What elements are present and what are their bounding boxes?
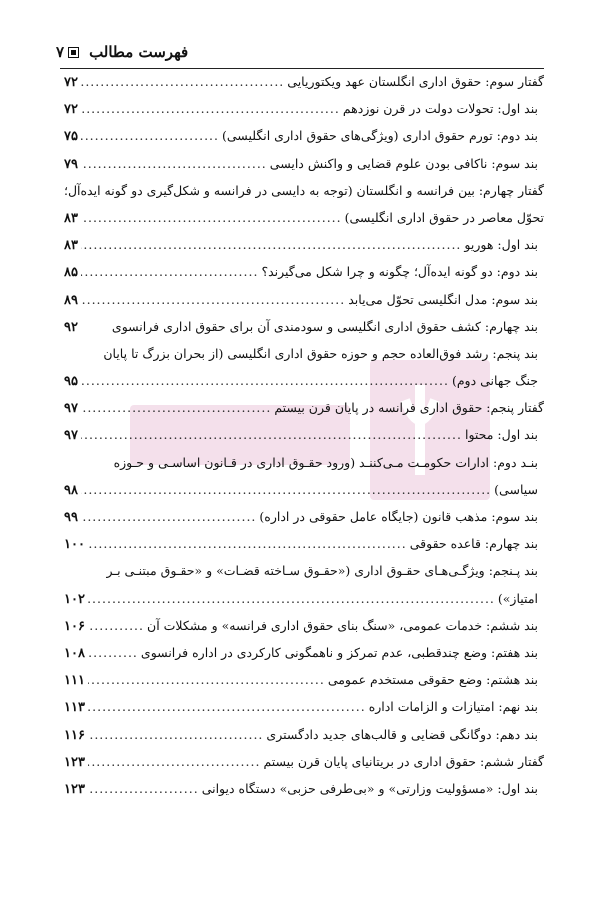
toc-entry[interactable] — [64, 319, 544, 346]
toc-entry[interactable] — [64, 264, 544, 291]
table-of-contents — [64, 74, 544, 808]
toc-entry-label: بند سوم: ناکافی بودن علوم قضایی و واکنش دایسی — [269, 155, 538, 171]
toc-entry[interactable] — [64, 292, 544, 319]
toc-page-number: ۱۲۳ — [64, 754, 85, 770]
toc-entry-label: بند پـنجم: ویژگـی‌هـای حقـوق اداری («حقـوق سـاخته قضـات» و «حقـوق مبتنـی بـر — [106, 563, 538, 579]
toc-entry[interactable] — [64, 400, 544, 427]
toc-leader-dots — [81, 128, 219, 143]
toc-entry[interactable] — [64, 455, 544, 482]
toc-leader-dots — [88, 536, 407, 551]
toc-entry-label: امتیاز») — [497, 590, 538, 606]
toc-entry[interactable] — [64, 645, 544, 672]
toc-entry[interactable] — [64, 699, 544, 726]
toc-leader-dots — [88, 591, 495, 606]
toc-entry-label: سیاسی) — [494, 481, 538, 497]
toc-page-number: ۱۰۸ — [64, 645, 85, 661]
square-bullet-icon — [68, 47, 79, 58]
toc-entry-label: بند دهم: دوگانگی قضایی و قالب‌های جدید دادگستری — [266, 726, 538, 742]
toc-page-number: ۱۰۰ — [64, 537, 85, 553]
toc-entry-label: بند هفتم: وضع چندقطبی، عدم تمرکز و ناهمگونی کارکردی در اداره فرانسوی — [140, 644, 538, 660]
page-header — [56, 40, 544, 64]
toc-leader-dots — [88, 699, 366, 714]
toc-entry[interactable] — [64, 754, 544, 781]
toc-entry[interactable] — [64, 509, 544, 536]
toc-page-number: ۹۷ — [64, 401, 78, 417]
toc-entry[interactable] — [64, 672, 544, 699]
toc-page-number: ۹۸ — [64, 482, 78, 498]
toc-entry-label: بند ششم: خدمات عمومی، «سنگ بنای حقوق اداری فرانسه» و مشکلات آن — [147, 617, 538, 633]
toc-leader-dots — [88, 672, 325, 687]
toc-entry[interactable] — [64, 781, 544, 808]
toc-entry-label: بنـد دوم: ادارات حکومـت مـی‌کننـد (ورود حقـوق اداری در قـانون اساسـی و حـوزه — [113, 454, 538, 470]
toc-entry[interactable] — [64, 74, 544, 101]
toc-leader-dots — [88, 727, 263, 742]
toc-leader-dots — [81, 156, 267, 171]
toc-page-number: ۹۹ — [64, 510, 78, 525]
toc-leader-dots — [81, 210, 342, 225]
toc-leader-dots — [81, 292, 345, 307]
toc-entry[interactable] — [64, 373, 544, 400]
toc-page-number: ۹۷ — [64, 428, 78, 444]
toc-page-number: ۱۱۳ — [64, 700, 85, 716]
toc-entry[interactable] — [64, 210, 544, 237]
toc-entry-label: بند اول: محتوا — [464, 427, 538, 443]
toc-entry[interactable] — [64, 237, 544, 264]
toc-page-number: ۱۱۱ — [64, 673, 85, 689]
toc-entry-label: بند اول: تحولات دولت در قرن نوزدهم — [342, 101, 538, 117]
toc-leader-dots — [81, 101, 340, 116]
toc-leader-dots — [81, 74, 284, 89]
toc-leader-dots — [88, 645, 138, 660]
toc-entry[interactable] — [64, 183, 544, 210]
toc-leader-dots — [81, 427, 462, 442]
toc-entry-label: بند چهارم: کشف حقوق اداری انگلیسی و سودمندی آن برای حقوق اداری فرانسوی — [111, 318, 538, 334]
toc-leader-dots — [81, 509, 256, 524]
toc-page-number: ۷۲ — [64, 102, 78, 118]
toc-entry-label: بند هشتم: وضع حقوقی مستخدم عمومی — [327, 672, 538, 688]
toc-entry-label: گفتار چهارم: بین فرانسه و انگلستان (توجه به دایسی در فرانسه و شکل‌گیری دو گونه ایده‌آل؛ — [63, 182, 544, 198]
toc-page-number: ۷۲ — [64, 75, 78, 90]
toc-entry-label: گفتار پنجم: حقوق اداری فرانسه در پایان قرن بیستم — [274, 400, 544, 416]
toc-leader-dots — [81, 400, 271, 415]
toc-page-number: ۱۰۲ — [64, 591, 85, 607]
toc-entry-label: تحوّل معاصر در حقوق اداری انگلیسی) — [344, 209, 544, 225]
toc-entry-label: بند نهم: امتیازات و الزامات اداره — [368, 699, 538, 715]
page-number: ۷ — [56, 43, 65, 61]
toc-page-number: ۹۵ — [64, 374, 78, 390]
toc-entry[interactable] — [64, 482, 544, 509]
toc-entry-label: گفتار سوم: حقوق اداری انگلستان عهد ویکتوریایی — [287, 74, 544, 89]
toc-entry[interactable] — [64, 128, 544, 155]
toc-entry[interactable] — [64, 536, 544, 563]
toc-entry-label: بند سوم: مدل انگلیسی تحوّل می‌یابد — [348, 291, 538, 307]
toc-entry-label: بند اول: «مسؤولیت وزارتی» و «بی‌طرفی حزبی» دستگاه دیوانی — [201, 780, 538, 796]
toc-entry-label: بند دوم: دو گونه ایده‌آل؛ چگونه و چرا شکل می‌گیرند؟ — [261, 264, 538, 280]
toc-page-number: ۸۵ — [64, 265, 78, 281]
toc-entry[interactable] — [64, 156, 544, 183]
toc-entry[interactable] — [64, 727, 544, 754]
toc-entry-label: بند پنجم: رشد فوق‌العاده حجم و حوزه حقوق اداری انگلیسی (از بحران بزرگ تا پایان — [103, 345, 538, 361]
toc-page-number: ۸۳ — [64, 210, 78, 226]
toc-leader-dots — [81, 482, 491, 497]
toc-entry[interactable] — [64, 427, 544, 454]
toc-entry[interactable] — [64, 346, 544, 373]
toc-page-number: ۸۳ — [64, 238, 78, 254]
toc-entry-label: بند اول: هوریو — [464, 237, 538, 253]
toc-entry-label: جنگ جهانی دوم) — [451, 373, 538, 389]
toc-entry[interactable] — [64, 618, 544, 645]
toc-leader-dots — [81, 373, 449, 388]
toc-leader-dots — [81, 237, 461, 252]
toc-leader-dots — [88, 781, 199, 796]
toc-leader-dots — [88, 618, 144, 633]
toc-page-number: ۷۵ — [64, 129, 78, 145]
toc-entry[interactable] — [64, 563, 544, 590]
toc-entry[interactable] — [64, 101, 544, 128]
toc-entry[interactable] — [64, 591, 544, 618]
header-divider — [60, 68, 544, 69]
toc-page-number: ۱۱۶ — [64, 727, 85, 743]
toc-page-number: ۱۲۳ — [64, 781, 85, 797]
toc-entry-label: گفتار ششم: حقوق اداری در بریتانیای پایان قرن بیستم — [263, 753, 544, 769]
toc-entry-label: بند چهارم: قاعده حقوقی — [409, 536, 538, 552]
toc-entry-label: بند سوم: مذهب قانون (جایگاه عامل حقوقی در اداره) — [259, 509, 538, 524]
page-title: فهرست مطالب — [89, 43, 189, 61]
toc-page-number: ۷۹ — [64, 156, 78, 172]
toc-page-number: ۱۰۶ — [64, 618, 85, 634]
toc-page-number: ۸۹ — [64, 292, 78, 308]
toc-leader-dots — [88, 754, 260, 769]
toc-page-number: ۹۲ — [64, 319, 78, 335]
toc-leader-dots — [81, 264, 258, 279]
toc-entry-label: بند دوم: تورم حقوق اداری (ویژگی‌های حقوق اداری انگلیسی) — [222, 128, 538, 144]
